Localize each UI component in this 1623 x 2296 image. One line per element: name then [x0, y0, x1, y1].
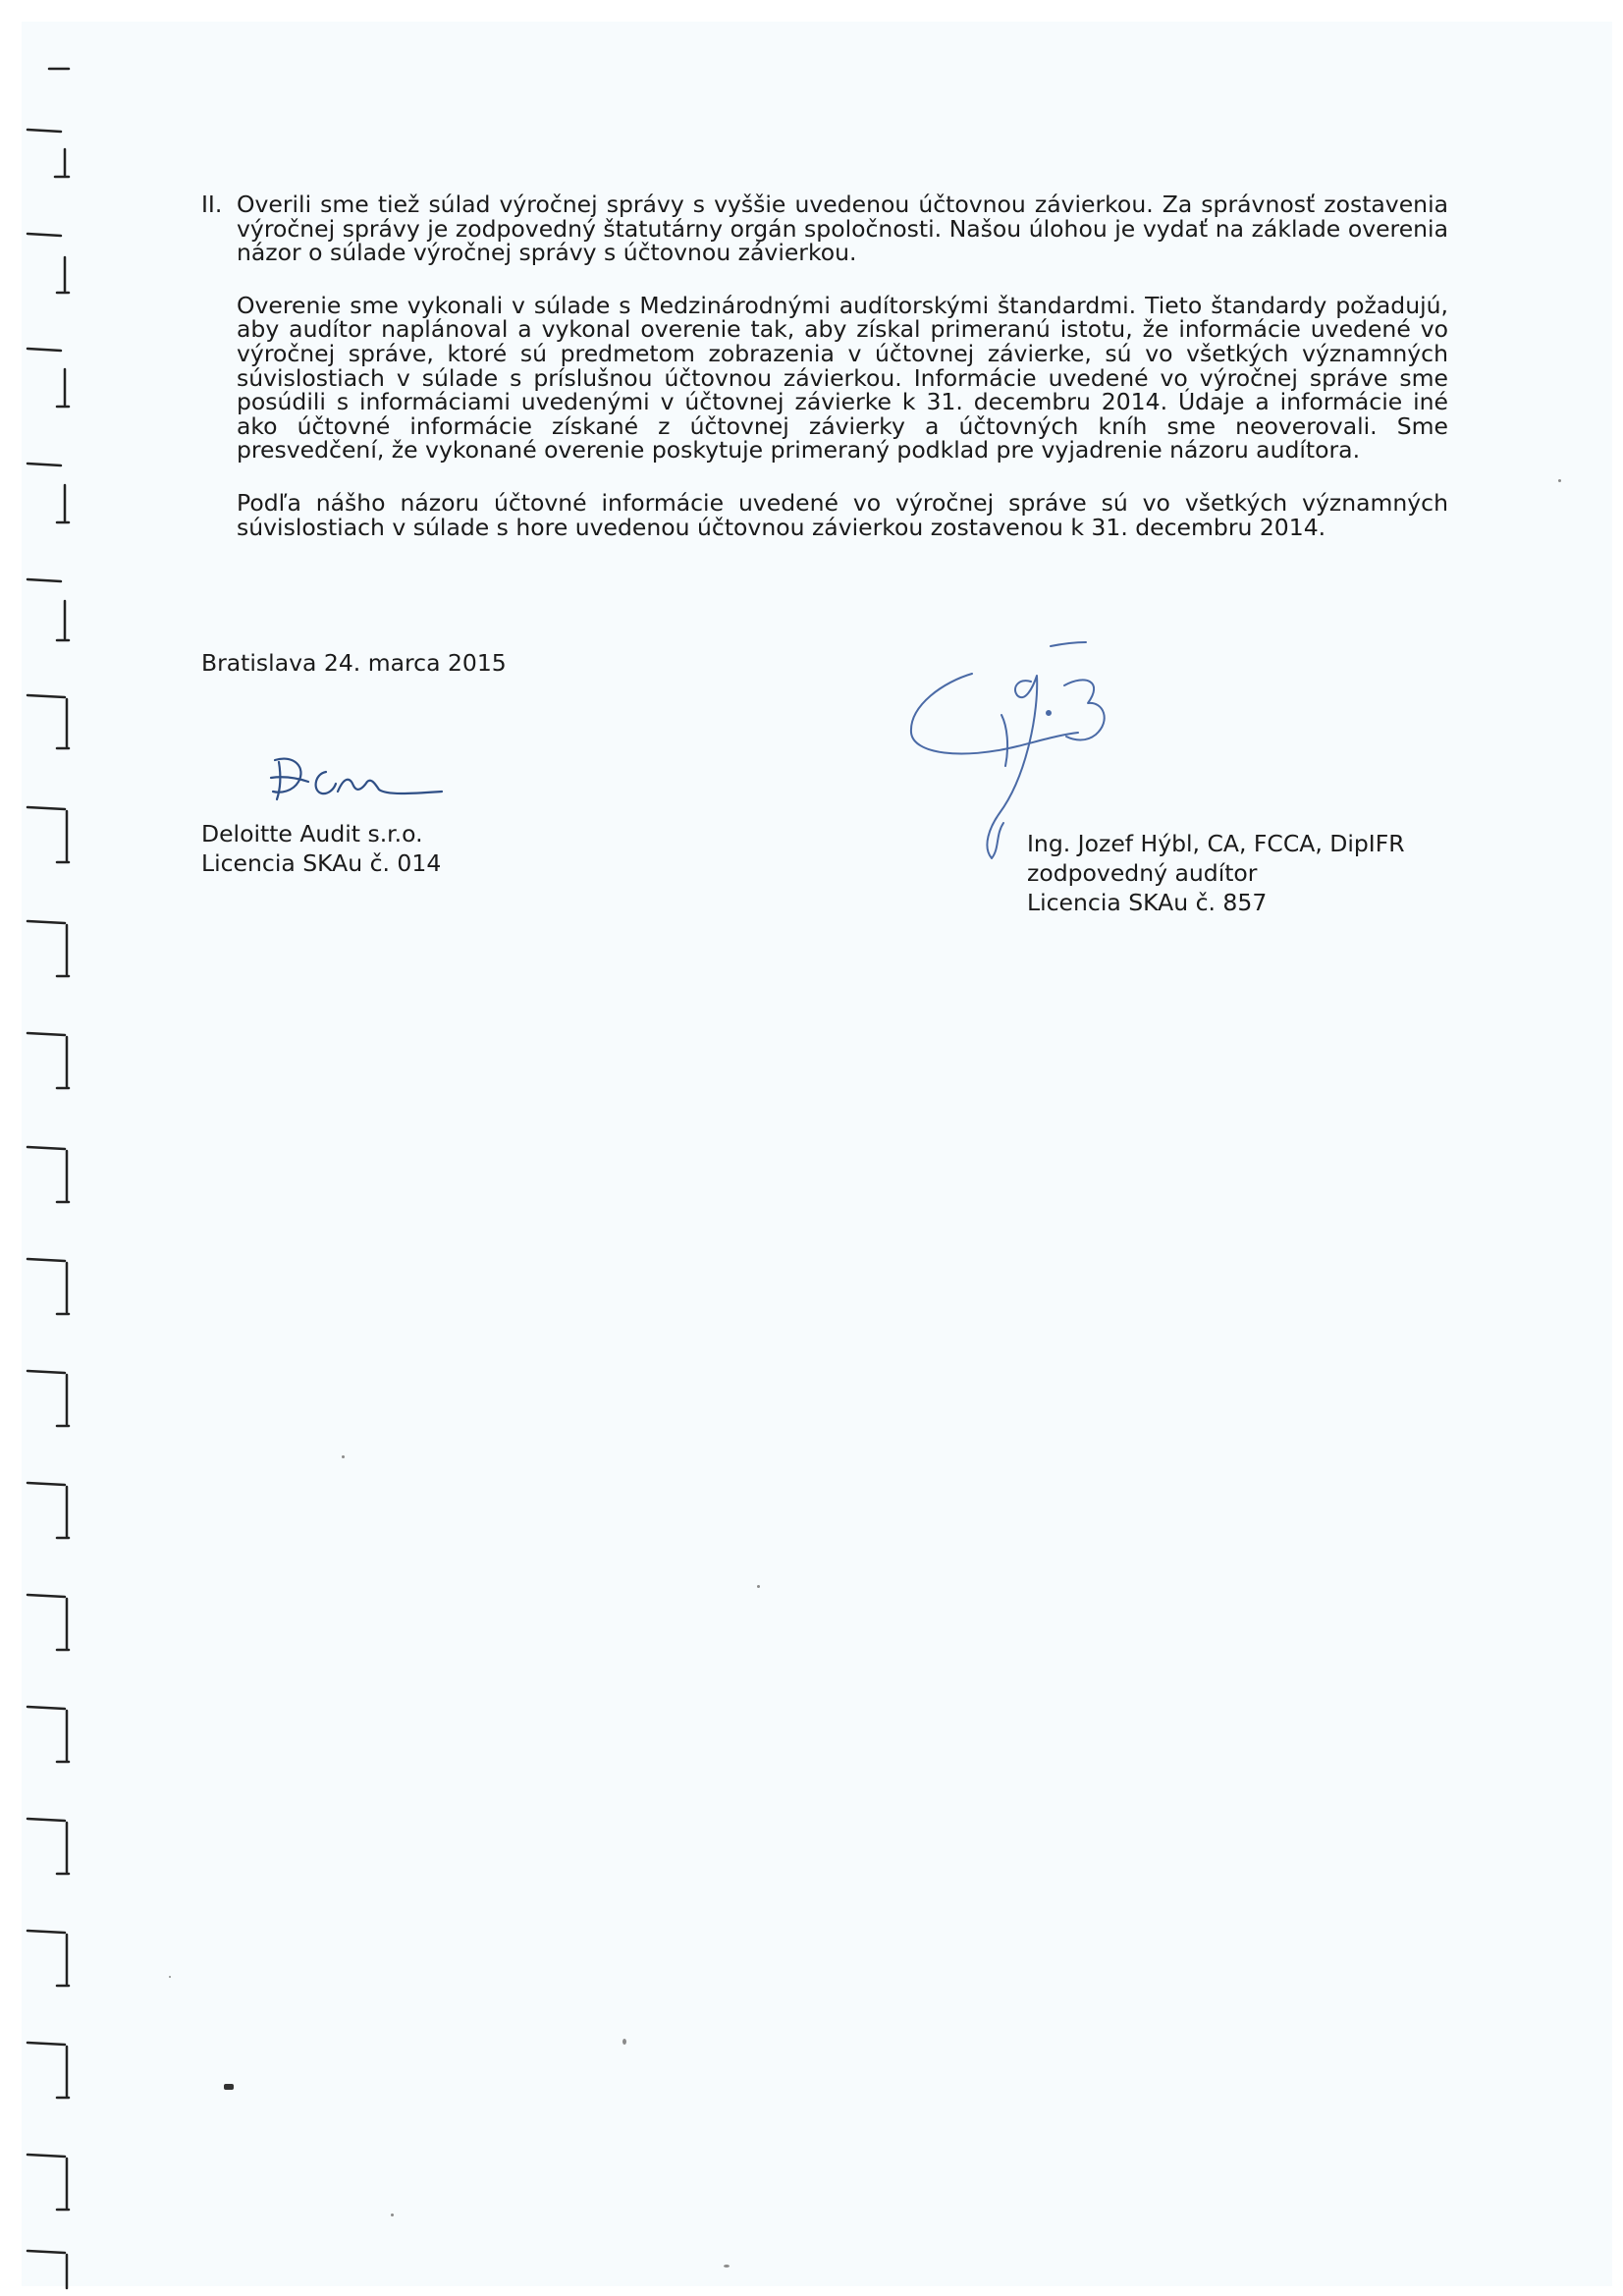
report-paragraph-1	[201, 192, 1448, 265]
spiral-binding-marks	[0, 0, 88, 2296]
company-license: Licencia SKAu č. 014	[201, 849, 442, 877]
company-signature-image	[265, 748, 461, 817]
auditor-role: zodpovedný audítor	[1027, 859, 1258, 887]
scan-speck	[391, 2214, 394, 2216]
scan-speck	[342, 1455, 345, 1458]
company-block	[201, 819, 441, 878]
auditor-license: Licencia SKAu č. 857	[1027, 889, 1268, 916]
scan-speck	[224, 2084, 234, 2090]
auditor-name: Ing. Jozef Hýbl, CA, FCCA, DipIFR	[1027, 830, 1405, 857]
scan-speck	[724, 2265, 730, 2268]
scan-speck	[169, 1976, 171, 1978]
paragraph-text: Overili sme tiež súlad výročnej správy s vyššie uvedenou účtovnou závierkou. Za správnosť zostavenia výročnej správy je zodpovedný štatutárny orgán spoločnosti. Našou úlohou je vydať na základe overenia názor o súlade výročnej správy s účtovnou závierkou.	[237, 191, 1448, 267]
scan-speck	[1558, 479, 1561, 482]
scan-speck	[757, 1585, 760, 1588]
report-paragraph-3: Podľa nášho názoru účtovné informácie uvedené vo výročnej správe sú vo všetkých významných súvislostiach v súlade s hore uvedenou účtovnou závierkou zostavenou k 31. decembru 2014.	[237, 488, 1448, 541]
report-body	[201, 192, 1448, 539]
auditor-block	[1027, 829, 1405, 917]
company-name: Deloitte Audit s.r.o.	[201, 820, 423, 847]
report-paragraph-2: Overenie sme vykonali v súlade s Medzinárodnými audítorskými štandardmi. Tieto štandardy požadujú, aby audítor naplánoval a vykonal overenie tak, aby získal primeranú istotu, že informácie uvedené vo výročnej správe, ktoré sú predmetom zobrazenia v účtovnej závierke, sú vo všetkých významných súvislostiach v súlade s príslušnou účtovnou závierkou. Informácie uvedené vo výročnej správe sme posúdili s informáciami uvedenými v účtovnej závierke k 31. decembru 2014. Údaje a informácie iné ako účtovné informácie získané z účtovnej závierky a účtovných kníh sme neoverovali. Sme presvedčení, že vykonané overenie poskytuje primeraný podklad pre vyjadrenie názoru audítora.	[237, 291, 1448, 465]
section-number: II.	[201, 191, 223, 218]
scan-speck	[622, 2039, 626, 2045]
place-and-date: Bratislava 24. marca 2015	[201, 649, 507, 677]
